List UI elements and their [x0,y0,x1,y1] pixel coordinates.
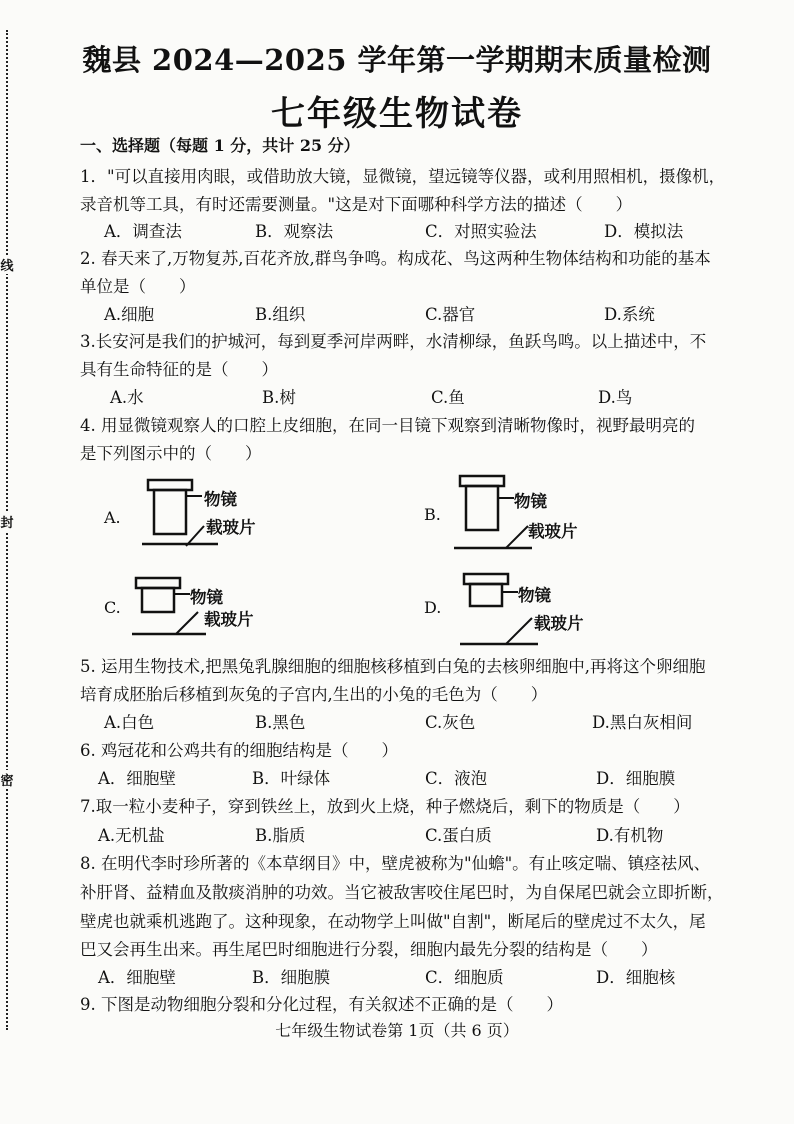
q8-line3: 壁虎也就乘机逃跑了。这种现象，在动物学上叫做"自割"，断尾后的壁虎过不太久，尾 [80,912,706,931]
margin-mark-secret: 密 [0,770,14,789]
q3-option-a[interactable]: A.水 [110,388,144,407]
q8-line2: 补肝肾、益精血及散痰消肿的功效。当它被敌害咬住尾巴时，为自保尾巴就会立即折断， [80,883,724,902]
q4-slide-label-c: 载玻片 [204,610,254,629]
q1-line1: 1．"可以直接用肉眼，或借助放大镜，显微镜，望远镜等仪器，或利用照相机，摄像机， [80,167,726,186]
q5-option-b[interactable]: B.黑色 [255,713,306,732]
q2-option-c[interactable]: C.器官 [425,305,476,324]
q2-line1: 2. 春天来了,万物复苏,百花齐放,群鸟争鸣。构成花、鸟这两种生物体结构和功能的基本 [80,249,711,268]
q8-option-d[interactable]: D．细胞核 [596,968,676,987]
q3-option-b[interactable]: B.树 [262,388,296,407]
exam-title: 魏县 2024—2025 学年第一学期期末质量检测 [82,43,712,77]
margin-mark-seal: 封 [0,512,14,531]
q4-figure-b-label[interactable]: B. [424,505,441,524]
q2-line2: 单位是（ ） [80,277,196,296]
q5-line1: 5. 运用生物技术,把黑兔乳腺细胞的细胞核移植到白兔的去核卵细胞中,再将这个卵细胞 [80,657,706,676]
section-heading: 一、选择题（每题 1 分，共计 25 分） [80,136,360,155]
q4-objective-label-a: 物镜 [204,490,237,509]
q3-option-d[interactable]: D.鸟 [598,388,633,407]
q5-option-a[interactable]: A.白色 [104,713,155,732]
q8-line1: 8. 在明代李时珍所著的《本草纲目》中，壁虎被称为"仙蟾"。有止咳定喘、镇痉祛风、 [80,854,711,873]
q1-option-d[interactable]: D．模拟法 [604,222,684,241]
q4-slide-label-a: 载玻片 [206,518,256,537]
q5-line2: 培育成胚胎后移植到灰兔的子宫内,生出的小兔的毛色为（ ） [80,685,548,704]
q8-option-b[interactable]: B．细胞膜 [252,968,331,987]
q4-figure-a-label[interactable]: A. [104,508,121,527]
q3-option-c[interactable]: C.鱼 [431,388,465,407]
q4-pointer-lines-a [186,488,206,548]
q7-option-a[interactable]: A.无机盐 [98,826,165,845]
q1-option-b[interactable]: B．观察法 [255,222,334,241]
q6-option-a[interactable]: A．细胞壁 [98,769,176,788]
q3-line2: 具有生命特征的是（ ） [80,360,278,379]
q1-option-a[interactable]: A．调查法 [104,222,182,241]
q2-option-d[interactable]: D.系统 [604,305,655,324]
page-footer: 七年级生物试卷第 1页（共 6 页） [275,1021,519,1040]
q4-line2: 是下列图示中的（ ） [80,444,262,463]
q7-option-b[interactable]: B.脂质 [255,826,306,845]
q5-option-c[interactable]: C.灰色 [425,713,476,732]
q8-line4: 巴又会再生出来。再生尾巴时细胞进行分裂，细胞内最先分裂的结构是（ ） [80,940,658,959]
q4-line1: 4. 用显微镜观察人的口腔上皮细胞，在同一目镜下观察到清晰物像时，视野最明亮的 [80,416,695,435]
q4-slide-label-d: 载玻片 [534,614,584,633]
q8-option-a[interactable]: A．细胞壁 [98,968,176,987]
q6-option-b[interactable]: B．叶绿体 [252,769,331,788]
q2-option-b[interactable]: B.组织 [255,305,306,324]
q6-line1: 6. 鸡冠花和公鸡共有的细胞结构是（ ） [80,741,398,760]
margin-mark-line: 线 [0,255,14,274]
q7-line1: 7.取一粒小麦种子，穿到铁丝上，放到火上烧，种子燃烧后，剩下的物质是（ ） [80,797,690,816]
q4-figure-c-label[interactable]: C. [104,598,121,617]
q3-line1: 3.长安河是我们的护城河，每到夏季河岸两畔，水清柳绿，鱼跃鸟鸣。以上描述中，不 [80,332,707,351]
q7-option-c[interactable]: C.蛋白质 [425,826,492,845]
q9-line1: 9. 下图是动物细胞分裂和分化过程，有关叙述不正确的是（ ） [80,995,563,1014]
q6-option-d[interactable]: D．细胞膜 [596,769,676,788]
q4-objective-label-d: 物镜 [518,586,551,605]
q4-figure-d-label[interactable]: D. [424,598,442,617]
q4-objective-label-c: 物镜 [190,588,223,607]
q1-line2: 录音机等工具，有时还需要测量。"这是对下面哪种科学方法的描述（ ） [80,195,633,214]
q4-slide-label-b: 载玻片 [528,522,578,541]
q4-objective-label-b: 物镜 [514,492,547,511]
q7-option-d[interactable]: D.有机物 [596,826,664,845]
q2-option-a[interactable]: A.细胞 [104,305,155,324]
q6-option-c[interactable]: C．液泡 [425,769,488,788]
q1-option-c[interactable]: C．对照实验法 [425,222,537,241]
q5-option-d[interactable]: D.黑白灰相间 [592,713,693,732]
q8-option-c[interactable]: C．细胞质 [425,968,504,987]
exam-subtitle: 七年级生物试卷 [271,94,523,134]
